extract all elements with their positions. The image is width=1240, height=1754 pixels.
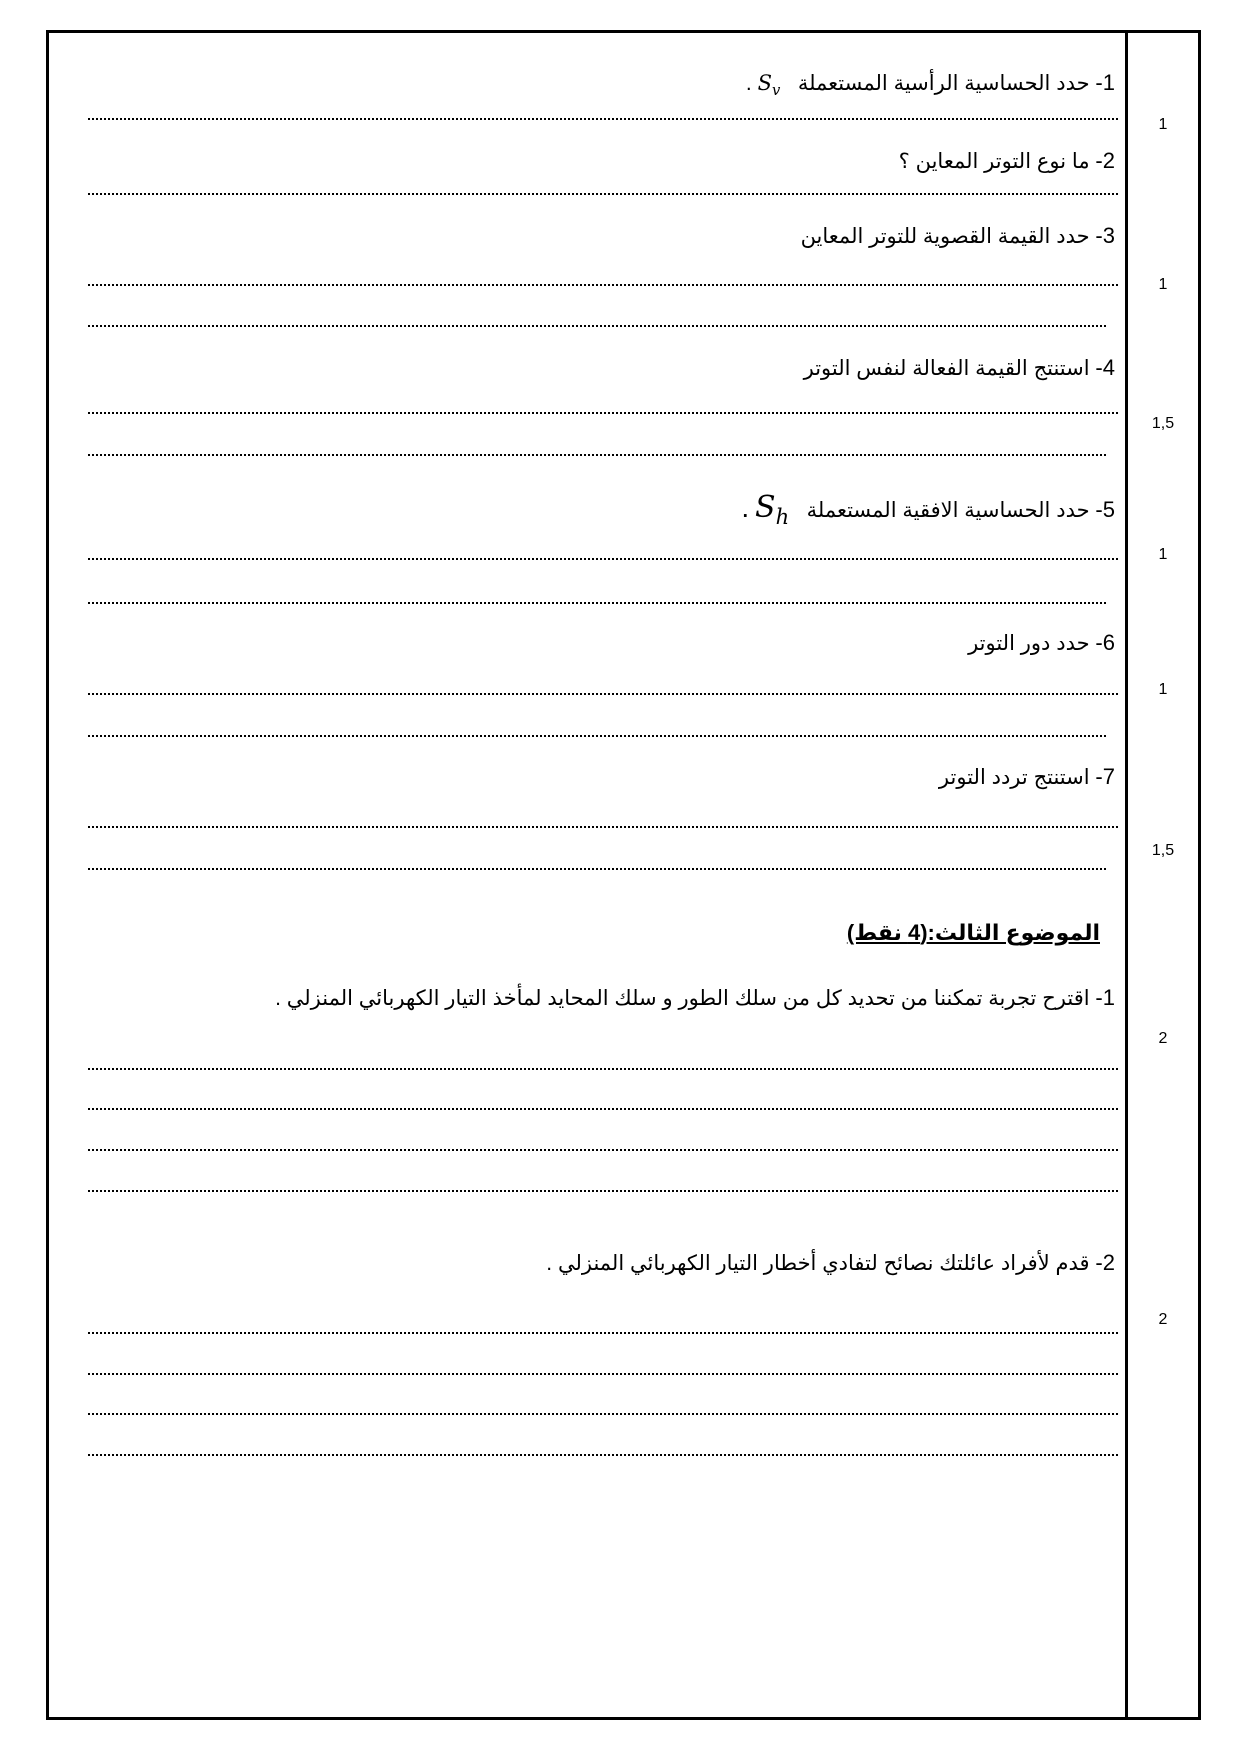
question-text: اقترح تجربة تمكننا من تحديد كل من سلك الطور و سلك المحايد لمأخذ التيار الكهربائي المنزلي . bbox=[275, 987, 1090, 1010]
section-3-question-1 bbox=[275, 985, 1115, 1011]
question-text: حدد الحساسية الافقية المستعملة bbox=[806, 499, 1090, 522]
question-2 bbox=[899, 148, 1115, 174]
answer-line[interactable] bbox=[88, 1149, 1118, 1151]
score-label: 2 bbox=[1158, 1030, 1168, 1047]
question-7 bbox=[939, 764, 1115, 790]
math-symbol-sv: $S_v$ bbox=[757, 71, 781, 100]
question-number: 3- bbox=[1095, 223, 1115, 248]
score-label: 1 bbox=[1158, 681, 1168, 698]
answer-line[interactable] bbox=[88, 412, 1118, 414]
answer-line[interactable] bbox=[88, 118, 1118, 120]
answer-line[interactable] bbox=[88, 693, 1118, 695]
score-column-divider bbox=[1125, 30, 1128, 1720]
question-3 bbox=[801, 223, 1115, 249]
question-number: 7- bbox=[1095, 764, 1115, 789]
answer-line[interactable] bbox=[88, 1108, 1118, 1110]
answer-line[interactable] bbox=[88, 868, 1106, 870]
answer-line[interactable] bbox=[88, 454, 1106, 456]
answer-line[interactable] bbox=[88, 1332, 1118, 1334]
answer-line[interactable] bbox=[88, 284, 1118, 286]
question-text: استنتج تردد التوتر bbox=[938, 766, 1090, 789]
question-number: 1- bbox=[1095, 985, 1115, 1010]
answer-line[interactable] bbox=[88, 1068, 1118, 1070]
question-number: 6- bbox=[1095, 630, 1115, 655]
question-number: 2- bbox=[1095, 1250, 1115, 1275]
answer-line[interactable] bbox=[88, 558, 1118, 560]
question-text: ما نوع التوتر المعاين ؟ bbox=[898, 150, 1090, 173]
question-number: 1- bbox=[1095, 70, 1115, 95]
question-text: حدد الحساسية الرأسية المستعملة bbox=[797, 72, 1090, 95]
answer-line[interactable] bbox=[88, 325, 1106, 327]
answer-line[interactable] bbox=[88, 1413, 1118, 1415]
answer-line[interactable] bbox=[88, 1373, 1118, 1375]
question-1 bbox=[746, 70, 1115, 99]
score-label: 1 bbox=[1158, 276, 1168, 293]
math-symbol-sh: $S_h$ bbox=[755, 490, 790, 529]
section-3-question-2 bbox=[546, 1250, 1115, 1276]
question-text: استنتج القيمة الفعالة لنفس التوتر bbox=[803, 357, 1090, 380]
question-number: 5- bbox=[1095, 497, 1115, 522]
answer-line[interactable] bbox=[88, 1190, 1118, 1192]
question-6 bbox=[968, 630, 1115, 656]
score-label: 1 bbox=[1158, 116, 1168, 133]
score-label: 2 bbox=[1158, 1311, 1168, 1328]
section-3-title: الموضوع الثالث:(4 نقط) bbox=[846, 920, 1100, 945]
question-suffix: . bbox=[745, 72, 752, 95]
answer-line[interactable] bbox=[88, 826, 1118, 828]
question-number: 2- bbox=[1095, 148, 1115, 173]
answer-line[interactable] bbox=[88, 193, 1118, 195]
score-label: 1,5 bbox=[1151, 842, 1175, 859]
answer-line[interactable] bbox=[88, 1454, 1118, 1456]
score-label: 1,5 bbox=[1151, 415, 1175, 432]
question-4 bbox=[804, 355, 1115, 381]
answer-line[interactable] bbox=[88, 735, 1106, 737]
score-label: 1 bbox=[1158, 546, 1168, 563]
question-5 bbox=[741, 490, 1115, 529]
question-number: 4- bbox=[1095, 355, 1115, 380]
question-text: حدد دور التوتر bbox=[968, 632, 1090, 655]
answer-line[interactable] bbox=[88, 602, 1106, 604]
question-suffix: . bbox=[741, 492, 750, 523]
question-text: قدم لأفراد عائلتك نصائح لتفادي أخطار التيار الكهربائي المنزلي . bbox=[546, 1252, 1090, 1275]
question-text: حدد القيمة القصوية للتوتر المعاين bbox=[800, 225, 1090, 248]
